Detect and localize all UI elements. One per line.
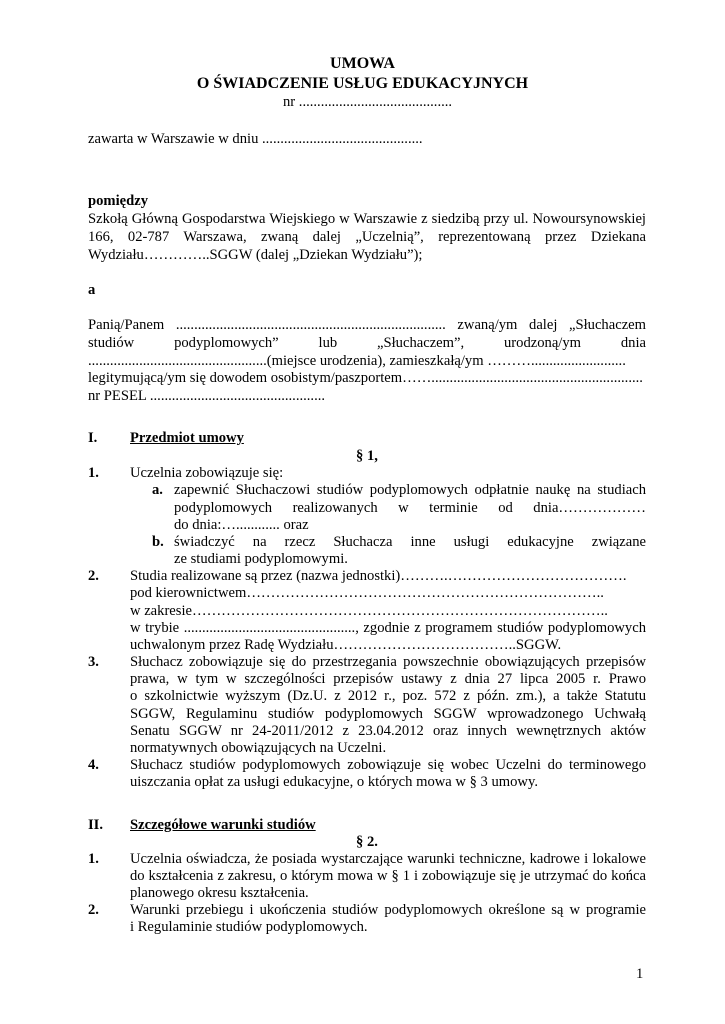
section-1-roman: I. <box>88 430 98 446</box>
s1-point-4-line-1: Słuchacz studiów podyplomowych zobowiązuje się wobec Uczelni do terminowego <box>130 757 646 773</box>
s1-item-a-line-2: podyplomowych realizowanych w terminie od dnia……………… <box>174 500 646 516</box>
s1-point-3-line-4: SGGW, Regulaminu studiów podyplomowych SGGW wprowadzonego Uchwałą <box>130 706 646 722</box>
s1-point-1-text: Uczelnia zobowiązuje się: <box>130 465 284 481</box>
s1-point-4-line-2: uiszczania opłat za usługi edukacyjne, o których mowa w § 3 umowy. <box>130 774 538 790</box>
s1-point-3-line-6: normatywnych obowiązujących na Uczelni. <box>130 740 387 756</box>
s1-item-b-line-1: świadczyć na rzecz Słuchacza inne usługi edukacyjne związane <box>174 534 646 550</box>
contract-number: nr .......................................... <box>283 94 453 110</box>
s1-point-3-line-2: prawa, w tym w szczególności przepisów ustawy z dnia 27 lipca 2005 r. Prawo <box>130 671 646 687</box>
s1-point-2-line-4: w trybie ..............................................., zgodnie z programem studiów podyplomowych <box>130 620 646 636</box>
s2-point-2-line-1: Warunki przebiegu i ukończenia studiów podyplomowych określone są w programie <box>130 902 646 918</box>
s1-point-2-line-1: Studia realizowane są przez (nazwa jednostki)……….………………………………. <box>130 568 627 584</box>
s1-point-2-num: 2. <box>88 568 99 584</box>
s1-point-3-line-3: o szkolnictwie wyższym (Dz.U. z 2012 r., poz. 572 z późn. zm.), a także Statutu <box>130 688 646 704</box>
concluded-place-date: zawarta w Warszawie w dniu ............................................ <box>88 131 423 147</box>
s2-point-1-line-3: planowego okresu kształcenia. <box>130 885 309 901</box>
s2-point-2-line-2: i Regulaminie studiów podyplomowych. <box>130 919 368 935</box>
university-line-1: Szkołą Główną Gospodarstwa Wiejskiego w Warszawie z siedzibą przy ul. Nowoursynowskiej <box>88 211 646 227</box>
between-label: pomiędzy <box>88 193 148 209</box>
and-label: a <box>88 282 96 298</box>
s1-item-b-line-2: ze studiami podyplomowymi. <box>174 551 348 567</box>
s1-point-2-line-3: w zakresie………………………………………………………………………….. <box>130 603 608 619</box>
s1-point-3-line-1: Słuchacz zobowiązuje się do przestrzegania powszechnie obowiązujących przepisów <box>130 654 646 670</box>
section-2-heading: Szczegółowe warunki studiów <box>130 817 316 833</box>
university-line-3: Wydziału…………..SGGW (dalej „Dziekan Wydziału”); <box>88 247 423 263</box>
student-line-2: studiów podyplomowych” lub „Słuchaczem”, urodzoną/ym dnia <box>88 335 646 351</box>
s1-item-b-letter: b. <box>152 534 164 550</box>
s2-point-1-num: 1. <box>88 851 99 867</box>
section-1-heading: Przedmiot umowy <box>130 430 244 446</box>
paragraph-2-mark: § 2. <box>356 834 378 850</box>
s2-point-1-line-1: Uczelnia oświadcza, że posiada wystarczające warunki techniczne, kadrowe i lokalowe <box>130 851 646 867</box>
s2-point-2-num: 2. <box>88 902 99 918</box>
student-line-3: .................................................(miejsce urodzenia), zamieszkałą/ym ……….......................... <box>88 353 626 369</box>
s1-point-3-line-5: Senatu SGGW nr 24-2011/2012 z 23.04.2012 oraz innych wewnętrznych aktów <box>130 723 646 739</box>
s1-point-3-num: 3. <box>88 654 99 670</box>
s2-point-1-line-2: do kształcenia z zakresu, o którym mowa w § 1 i zobowiązuje się je utrzymać do końca <box>130 868 646 884</box>
page-number: 1 <box>636 966 644 982</box>
student-line-1: Panią/Panem .......................................................................... zwaną/ym dalej „Słuchaczem <box>88 317 646 333</box>
contract-title: UMOWA <box>330 55 395 72</box>
s1-item-a-letter: a. <box>152 482 163 498</box>
s1-item-a-line-3: do dnia:…............ oraz <box>174 517 309 533</box>
s1-point-1-num: 1. <box>88 465 99 481</box>
university-line-2: 166, 02-787 Warszawa, zwaną dalej „Uczelnią”, reprezentowaną przez Dziekana <box>88 229 646 245</box>
student-line-4: legitymującą/ym się dowodem osobistym/paszportem…….......................................................... <box>88 370 643 386</box>
s1-point-4-num: 4. <box>88 757 99 773</box>
s1-item-a-line-1: zapewnić Słuchaczowi studiów podyplomowych odpłatnie naukę na studiach <box>174 482 646 498</box>
student-pesel: nr PESEL ................................................ <box>88 388 326 404</box>
contract-subtitle: O ŚWIADCZENIE USŁUG EDUKACYJNYCH <box>196 75 529 92</box>
s1-point-2-line-2: pod kierownictwem……………………………………………………………….. <box>130 585 604 601</box>
section-2-roman: II. <box>88 817 104 833</box>
paragraph-1-mark: § 1, <box>356 448 378 464</box>
s1-point-2-line-5: uchwalonym przez Radę Wydziału………………………………..SGGW. <box>130 637 562 653</box>
